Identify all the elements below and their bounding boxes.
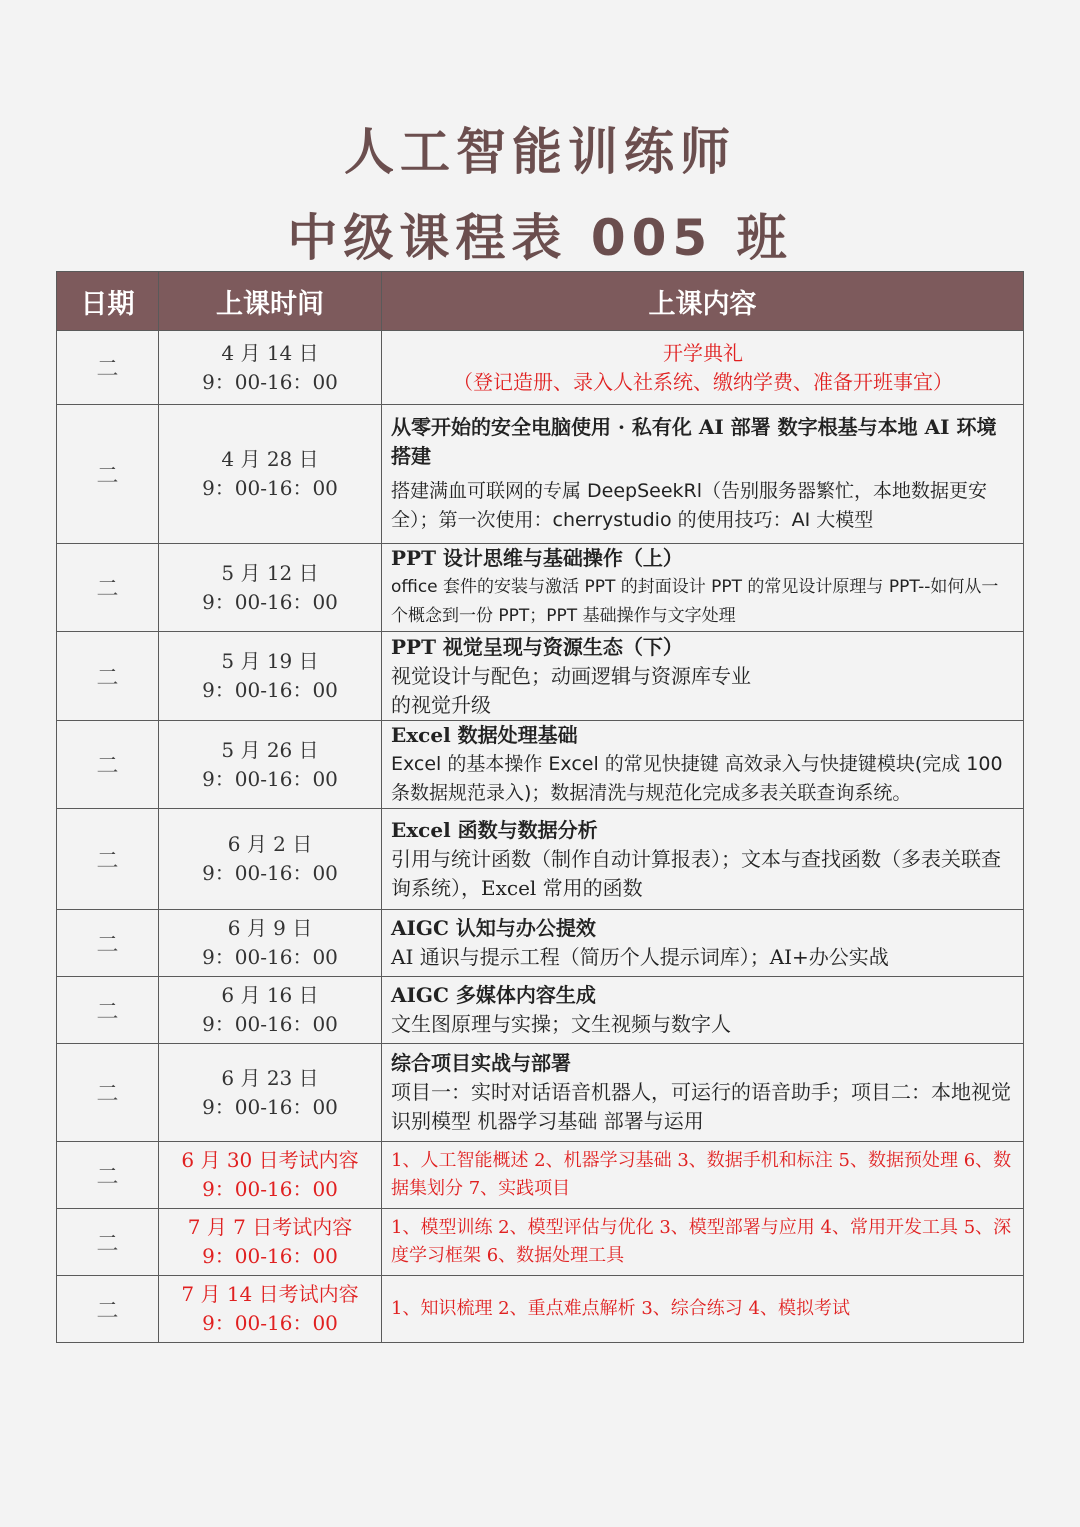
content-title: Excel 函数与数据分析 xyxy=(391,817,598,842)
date-text: 4 月 28 日 xyxy=(221,447,319,471)
time-text: 9：00-16：00 xyxy=(202,861,338,885)
time-text: 9：00-16：00 xyxy=(202,766,338,791)
table-row xyxy=(57,721,1024,809)
content-desc: 1、人工智能概述 2、机器学习基础 3、数据手机和标注 5、数据预处理 6、数据集划分 7、实践项目 xyxy=(391,1150,1012,1199)
day-cell: 二 xyxy=(57,331,159,405)
date-text: 6 月 23 日 xyxy=(221,1065,319,1090)
date-text: 5 月 26 日 xyxy=(221,737,319,762)
date-text: 4 月 14 日 xyxy=(221,340,319,365)
content-desc: office 套件的安装与激活 PPT 的封面设计 PPT 的常见设计原理与 PPT--如何从一个概念到一份 PPT；PPT 基础操作与文字处理 xyxy=(391,577,999,626)
content-desc: 视觉设计与配色；动画逻辑与资源库专业的视觉升级 xyxy=(391,663,751,717)
date-text: 5 月 12 日 xyxy=(221,560,319,585)
content-cell xyxy=(382,632,1024,721)
date-text: 7 月 14 日考试内容 xyxy=(181,1282,359,1306)
content-desc: AI 通识与提示工程（简历个人提示词库）；AI+办公实战 xyxy=(391,945,889,969)
content-cell xyxy=(382,809,1024,910)
content-desc: 1、知识梳理 2、重点难点解析 3、综合练习 4、模拟考试 xyxy=(391,1298,850,1319)
day-cell: 二 xyxy=(57,544,159,632)
table-header-row xyxy=(57,272,1024,331)
day-cell: 二 xyxy=(57,721,159,809)
time-text: 9：00-16：00 xyxy=(202,1094,338,1119)
day-cell: 二 xyxy=(57,405,159,544)
date-text: 7 月 7 日考试内容 xyxy=(187,1215,353,1239)
content-cell xyxy=(382,1142,1024,1209)
content-title: Excel 数据处理基础 xyxy=(391,723,578,747)
date-text: 6 月 9 日 xyxy=(227,916,313,940)
time-text: 9：00-16：00 xyxy=(202,1177,338,1201)
content-cell xyxy=(382,544,1024,632)
day-cell: 二 xyxy=(57,1044,159,1142)
content-cell xyxy=(382,910,1024,977)
time-cell xyxy=(159,632,382,721)
time-text: 9：00-16：00 xyxy=(202,369,338,394)
day-cell: 二 xyxy=(57,977,159,1044)
page-subtitle: 中级课程表 005 班 xyxy=(287,209,793,267)
table-row xyxy=(57,1044,1024,1142)
table-row xyxy=(57,544,1024,632)
day-cell: 二 xyxy=(57,910,159,977)
time-text: 9：00-16：00 xyxy=(202,1244,338,1268)
content-cell xyxy=(382,1209,1024,1276)
time-text: 9：00-16：00 xyxy=(202,945,338,969)
date-text: 5 月 19 日 xyxy=(221,649,319,673)
content-title: 综合项目实战与部署 xyxy=(391,1051,571,1075)
time-text: 9：00-16：00 xyxy=(202,1012,338,1036)
content-title: AIGC 多媒体内容生成 xyxy=(391,983,596,1007)
time-text: 9：00-16：00 xyxy=(202,1311,338,1335)
content-cell xyxy=(382,977,1024,1044)
day-cell: 二 xyxy=(57,1142,159,1209)
content-desc: Excel 的基本操作 Excel 的常见快捷键 高效录入与快捷键模块(完成 100 条数据规范录入)；数据清洗与规范化完成多表关联查询系统。 xyxy=(391,753,1003,804)
date-text: 6 月 16 日 xyxy=(221,983,319,1007)
table-row xyxy=(57,632,1024,721)
time-cell xyxy=(159,1276,382,1343)
table-row xyxy=(57,910,1024,977)
time-cell xyxy=(159,405,382,544)
content-title: PPT 设计思维与基础操作（上） xyxy=(391,546,683,570)
content-desc: 项目一：实时对话语音机器人，可运行的语音助手；项目二：本地视觉识别模型 机器学习基础 部署与运用 xyxy=(391,1080,1011,1133)
day-cell: 二 xyxy=(57,632,159,721)
table-row xyxy=(57,977,1024,1044)
content-desc: 文生图原理与实操；文生视频与数字人 xyxy=(391,1012,731,1036)
time-text: 9：00-16：00 xyxy=(202,476,338,500)
content-cell xyxy=(382,721,1024,809)
table-row xyxy=(57,1142,1024,1209)
content-title: PPT 视觉呈现与资源生态（下） xyxy=(391,634,683,659)
time-cell xyxy=(159,910,382,977)
content-cell xyxy=(382,1044,1024,1142)
time-cell xyxy=(159,977,382,1044)
time-cell xyxy=(159,1142,382,1209)
page-title: 人工智能训练师 xyxy=(344,123,736,181)
table-row xyxy=(57,331,1024,405)
content-title: 从零开始的安全电脑使用 · 私有化 AI 部署 数字根基与本地 AI 环境搭建 xyxy=(391,415,997,468)
time-text: 9：00-16：00 xyxy=(202,678,338,702)
day-cell: 二 xyxy=(57,1276,159,1343)
time-cell xyxy=(159,809,382,910)
time-text: 9：00-16：00 xyxy=(202,589,338,614)
table-row xyxy=(57,405,1024,544)
content-desc: 搭建满血可联网的专属 DeepSeekRl（告别服务器繁忙，本地数据更安全）；第一次使用：cherrystudio 的使用技巧：AI 大模型 xyxy=(391,480,988,531)
schedule-table xyxy=(56,271,1024,1343)
day-cell: 二 xyxy=(57,809,159,910)
content-cell xyxy=(382,405,1024,544)
header-date: 日期 xyxy=(57,272,159,331)
content-desc: （登记造册、录入人社系统、缴纳学费、准备开班事宜） xyxy=(453,369,953,394)
table-row xyxy=(57,1209,1024,1276)
time-cell xyxy=(159,544,382,632)
date-text: 6 月 30 日考试内容 xyxy=(181,1148,359,1172)
day-cell: 二 xyxy=(57,1209,159,1276)
content-title: 开学典礼 xyxy=(663,340,743,365)
content-cell xyxy=(382,331,1024,405)
table-row xyxy=(57,1276,1024,1343)
date-text: 6 月 2 日 xyxy=(227,832,313,856)
content-desc: 引用与统计函数（制作自动计算报表）；文本与查找函数（多表关联查询系统），Excel 常用的函数 xyxy=(391,846,1001,900)
content-cell xyxy=(382,1276,1024,1343)
header-content: 上课内容 xyxy=(382,272,1024,331)
time-cell xyxy=(159,1044,382,1142)
content-desc: 1、模型训练 2、模型评估与优化 3、模型部署与应用 4、常用开发工具 5、深度学习框架 6、数据处理工具 xyxy=(391,1217,1012,1266)
content-title: AIGC 认知与办公提效 xyxy=(391,916,596,940)
time-cell xyxy=(159,331,382,405)
table-row xyxy=(57,809,1024,910)
time-cell xyxy=(159,1209,382,1276)
header-time: 上课时间 xyxy=(159,272,382,331)
time-cell xyxy=(159,721,382,809)
